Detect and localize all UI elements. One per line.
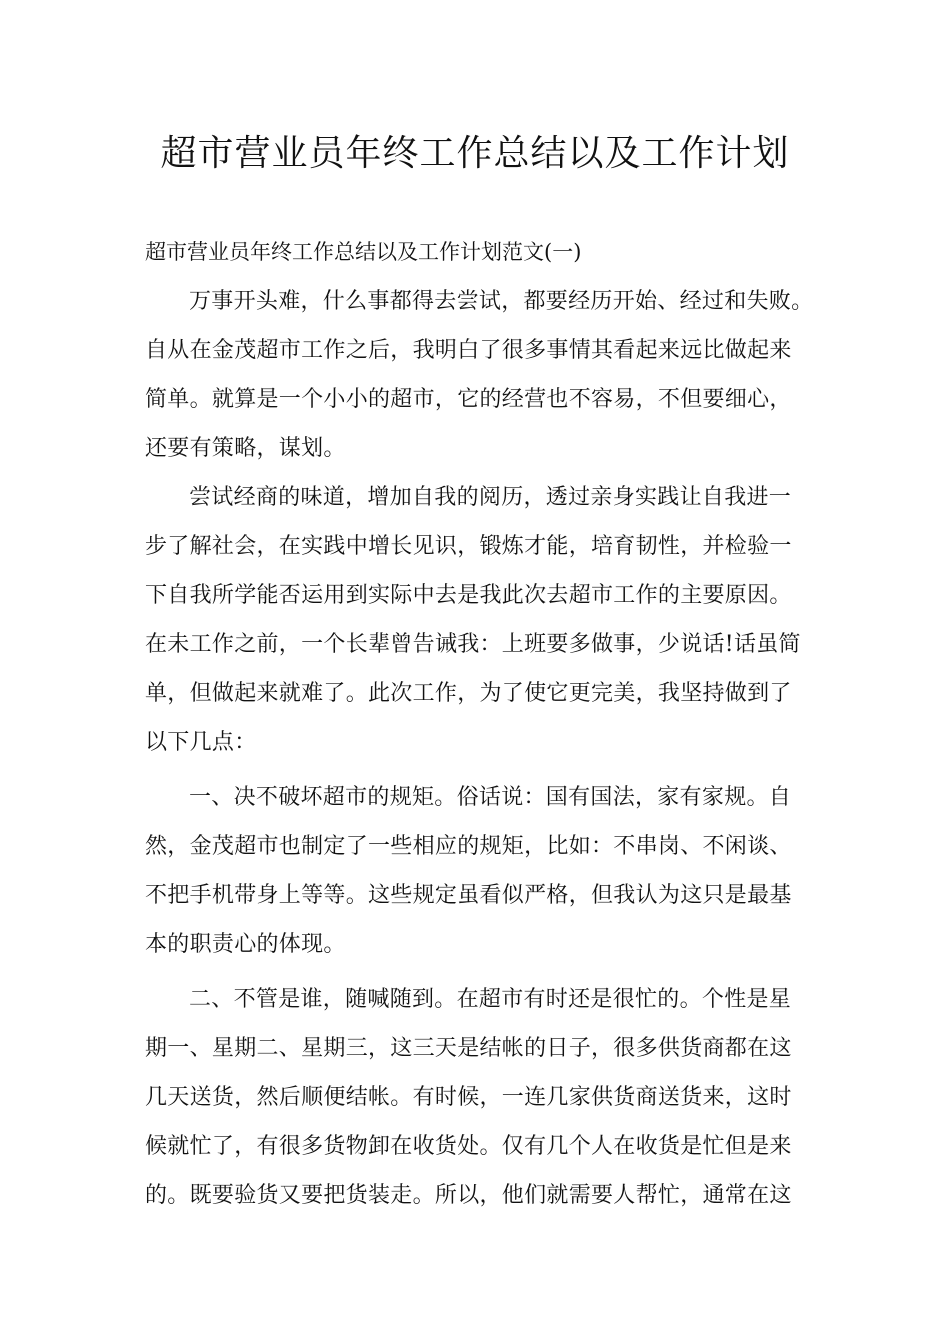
paragraph-1-line-4: 还要有策略，谋划。	[145, 436, 346, 461]
paragraph-2-line-6: 以下几点：	[145, 730, 257, 755]
paragraph-1-line-1: 万事开头难，什么事都得去尝试，都要经历开始、经过和失败。	[189, 289, 814, 314]
paragraph-3-line-1: 一、决不破坏超市的规矩。俗话说：国有国法，家有家规。自	[189, 785, 792, 810]
paragraph-3-line-2: 然，金茂超市也制定了一些相应的规矩，比如：不串岗、不闲谈、	[145, 834, 792, 859]
document-subtitle: 超市营业员年终工作总结以及工作计划范文(一)	[145, 240, 582, 264]
paragraph-2-line-2: 步了解社会，在实践中增长见识，锻炼才能，培育韧性，并检验一	[145, 534, 792, 559]
paragraph-4-line-4: 候就忙了，有很多货物卸在收货处。仅有几个人在收货是忙但是来	[145, 1134, 792, 1159]
paragraph-3-line-4: 本的职责心的体现。	[145, 932, 346, 957]
paragraph-2-line-5: 单，但做起来就难了。此次工作，为了使它更完美，我坚持做到了	[145, 681, 792, 706]
paragraph-1-line-3: 简单。就算是一个小小的超市，它的经营也不容易，不但要细心，	[145, 387, 792, 412]
paragraph-4-line-2: 期一、星期二、星期三，这三天是结帐的日子，很多供货商都在这	[145, 1036, 792, 1061]
paragraph-2-line-1: 尝试经商的味道，增加自我的阅历，透过亲身实践让自我进一	[189, 485, 792, 510]
paragraph-4-line-1: 二、不管是谁，随喊随到。在超市有时还是很忙的。个性是星	[189, 987, 792, 1012]
paragraph-4-line-3: 几天送货，然后顺便结帐。有时候，一连几家供货商送货来，这时	[145, 1085, 792, 1110]
paragraph-2-line-3: 下自我所学能否运用到实际中去是我此次去超市工作的主要原因。	[145, 583, 792, 608]
paragraph-3-line-3: 不把手机带身上等等。这些规定虽看似严格，但我认为这只是最基	[145, 883, 792, 908]
paragraph-1-line-2: 自从在金茂超市工作之后，我明白了很多事情其看起来远比做起来	[145, 338, 792, 363]
paragraph-2-line-4: 在未工作之前，一个长辈曾告诫我：上班要多做事，少说话!话虽简	[145, 632, 801, 657]
document-title: 超市营业员年终工作总结以及工作计划	[160, 133, 790, 174]
paragraph-4-line-5: 的。既要验货又要把货装走。所以，他们就需要人帮忙，通常在这	[145, 1183, 792, 1208]
